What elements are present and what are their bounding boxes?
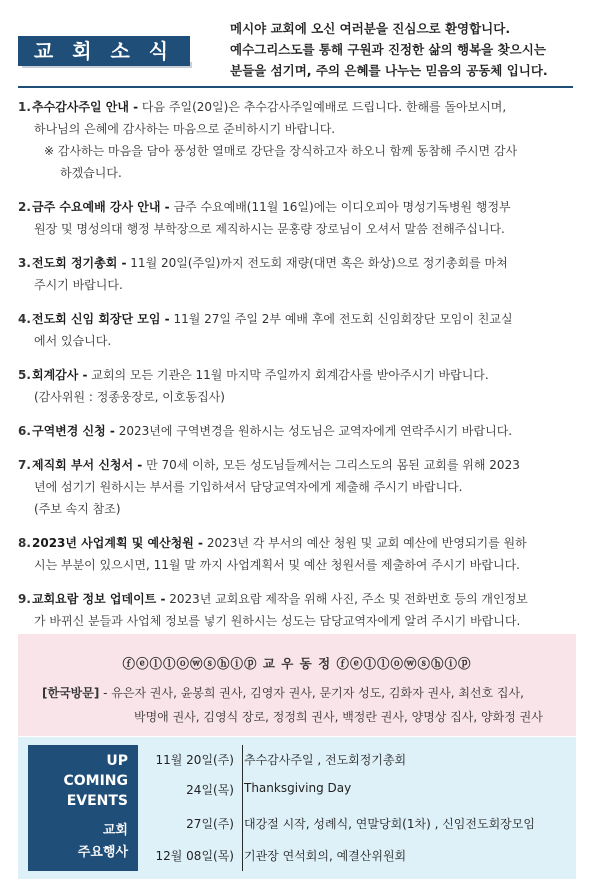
notice-text: (감사위원 : 정종웅장로, 이호동집사) bbox=[34, 390, 225, 404]
notice-text: 다음 주일(20일)은 추수감사주일예배로 드립니다. 한해를 돌아보시며, bbox=[138, 100, 507, 114]
notice-text: 하나님의 은혜에 감사하는 마음으로 준비하시기 바랍니다. bbox=[34, 122, 336, 136]
notice-number: 9. bbox=[18, 592, 31, 606]
notice-text: 2023년 각 부서의 예산 청원 및 교회 예산에 반영되기를 원하 bbox=[203, 536, 527, 550]
welcome-line: 메시야 교회에 오신 여러분을 진심으로 환영합니다. bbox=[230, 21, 511, 36]
notice-text: 원장 및 명성의대 행정 부학장으로 제직하시는 문홍량 장로님이 오셔서 말씀 전해주십니다. bbox=[34, 222, 505, 236]
section-title: 교 회 소 식 bbox=[33, 39, 175, 63]
notice-heading: 교회요람 정보 업데이트 - bbox=[32, 592, 166, 606]
fellowship-tag: [한국방문] bbox=[42, 686, 100, 700]
welcome-message bbox=[230, 18, 580, 81]
notice-text: 교회의 모든 기관은 11월 마지막 주일까지 회계감사를 받아주시기 바랍니다. bbox=[87, 368, 489, 382]
notice-heading: 추수감사주일 안내 - bbox=[32, 100, 139, 114]
notice-text: (주보 속지 참조) bbox=[34, 502, 121, 516]
notice-text: 년에 섬기기 원하시는 부서를 기입하셔서 담당교역자에게 제출해 주시기 바랍니다. bbox=[34, 480, 463, 494]
events-label-line: UP bbox=[106, 753, 128, 769]
events-label-line: 주요행사 bbox=[77, 845, 128, 860]
notice-item bbox=[18, 588, 578, 632]
event-description: 기관장 연석회의, 예결산위원회 bbox=[244, 849, 407, 863]
notice-item bbox=[18, 252, 578, 296]
event-date: 11월 20일(주) bbox=[155, 753, 234, 767]
events-label-line: 교회 bbox=[102, 823, 128, 838]
notice-heading: 금주 수요예배 강사 안내 - bbox=[32, 200, 170, 214]
notice-number: 3. bbox=[18, 256, 31, 270]
notice-item bbox=[18, 308, 578, 352]
notice-text: 금주 수요예배(11월 16일)에는 이디오피아 명성기독병원 행정부 bbox=[169, 200, 511, 214]
notice-text: 시는 부분이 있으시면, 11월 말 까지 사업계획서 및 예산 청원서를 제출하여 주시기 바랍니다. bbox=[34, 558, 520, 572]
notice-text: 주시기 바랍니다. bbox=[34, 278, 123, 292]
notice-item bbox=[18, 364, 578, 408]
notice-number: 8. bbox=[18, 536, 31, 550]
events-label-line: COMING bbox=[63, 773, 128, 789]
notice-list bbox=[18, 96, 578, 644]
notice-item bbox=[18, 420, 578, 442]
upcoming-events-box bbox=[18, 737, 576, 879]
events-label bbox=[28, 745, 138, 871]
notice-text: 11월 27일 주일 2부 예배 후에 전도회 신임회장단 모임이 친교실 bbox=[169, 312, 513, 326]
notice-text: 11월 20일(주일)까지 전도회 재량(대면 혹은 화상)으로 정기총회를 마쳐 bbox=[126, 256, 508, 270]
event-row bbox=[138, 751, 568, 771]
event-row bbox=[138, 781, 568, 801]
event-description: 대강절 시작, 성례식, 연말당회(1차) , 신임전도회장모임 bbox=[244, 817, 535, 831]
notice-heading: 회계감사 - bbox=[32, 368, 88, 382]
notice-heading: 구역변경 신청 - bbox=[32, 424, 115, 438]
notice-heading: 2023년 사업계획 및 예산청원 - bbox=[32, 536, 204, 550]
fellowship-title: ⓕⓔⓛⓛⓞⓦⓢⓗⓘⓟ 교 우 동 정 ⓕⓔⓛⓛⓞⓦⓢⓗⓘⓟ bbox=[122, 656, 472, 671]
event-date: 27일(주) bbox=[186, 817, 234, 831]
notice-text: 에서 있습니다. bbox=[34, 334, 112, 348]
event-description: Thanksgiving Day bbox=[244, 781, 352, 795]
notice-number: 6. bbox=[18, 424, 31, 438]
fellowship-names: 박명애 권사, 김영식 장로, 정정희 권사, 백정란 권사, 양명상 집사, 양화정 권사 bbox=[134, 710, 543, 724]
notice-text: 만 70세 이하, 모든 성도님들께서는 그리스도의 몸된 교회를 위해 2023 bbox=[142, 458, 520, 472]
fellowship-box bbox=[18, 634, 576, 736]
notice-number: 1. bbox=[18, 100, 31, 114]
notice-text: 2023년에 구역변경을 원하시는 성도님은 교역자에게 연락주시기 바랍니다. bbox=[114, 424, 513, 438]
notice-number: 2. bbox=[18, 200, 31, 214]
welcome-line: 예수그리스도를 통해 구원과 진정한 삶의 행복을 찾으시는 bbox=[230, 42, 546, 57]
event-row bbox=[138, 815, 568, 835]
event-row bbox=[138, 847, 568, 867]
notice-number: 4. bbox=[18, 312, 31, 326]
event-date: 12월 08일(목) bbox=[155, 849, 234, 863]
notice-item bbox=[18, 96, 578, 184]
notice-note: 하겠습니다. bbox=[60, 166, 122, 180]
notice-text: 2023년 교회요람 제작을 위해 사진, 주소 및 전화번호 등의 개인정보 bbox=[165, 592, 528, 606]
header-divider bbox=[18, 86, 573, 88]
event-date: 24일(목) bbox=[186, 783, 234, 797]
notice-item bbox=[18, 532, 578, 576]
event-description: 추수감사주일 , 전도회정기총회 bbox=[244, 753, 407, 767]
notice-heading: 전도회 신임 회장단 모임 - bbox=[32, 312, 170, 326]
notice-number: 7. bbox=[18, 458, 31, 472]
bulletin-header bbox=[0, 0, 589, 86]
notice-heading: 제직회 부서 신청서 - bbox=[32, 458, 143, 472]
notice-note: ※ 감사하는 마음을 담아 풍성한 열매로 강단을 장식하고자 하오니 함께 동참해 주시면 감사 bbox=[44, 144, 518, 158]
fellowship-line bbox=[42, 684, 524, 701]
notice-heading: 전도회 정기총회 - bbox=[32, 256, 127, 270]
notice-number: 5. bbox=[18, 368, 31, 382]
notice-item bbox=[18, 196, 578, 240]
events-label-line: EVENTS bbox=[66, 793, 128, 809]
notice-item bbox=[18, 454, 578, 520]
section-title-box bbox=[18, 36, 190, 70]
notice-text: 가 바뀌신 분들과 사업체 정보를 넣기 원하시는 성도는 담당교역자에게 알려 주시기 바랍니다. bbox=[34, 614, 521, 628]
welcome-line: 분들을 섬기며, 주의 은혜를 나누는 믿음의 공동체 입니다. bbox=[230, 63, 548, 78]
fellowship-names: - 유은자 권사, 윤봉희 권사, 김영자 권사, 문기자 성도, 김화자 권사, 최선호 집사, bbox=[99, 686, 524, 700]
